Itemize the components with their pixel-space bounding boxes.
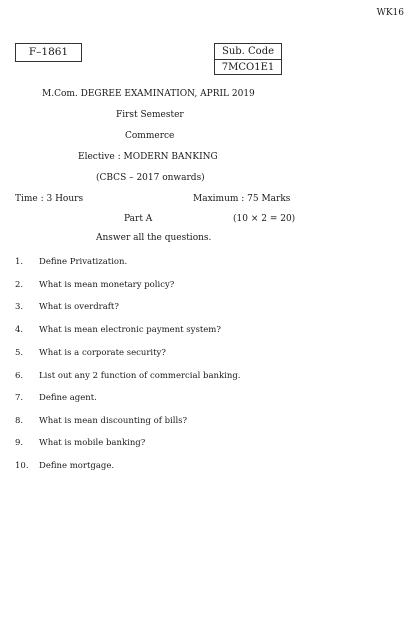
sub-code-box	[214, 43, 282, 75]
question-text: What is mean discounting of bills?	[39, 416, 188, 426]
exam-title: M.Com. DEGREE EXAMINATION, APRIL 2019	[42, 89, 255, 99]
question-number: 8.	[15, 416, 24, 426]
question-text: Define Privatization.	[39, 257, 128, 267]
question-text: Define mortgage.	[39, 461, 115, 471]
time-allowed: Time : 3 Hours	[15, 194, 84, 204]
part-marks: (10 × 2 = 20)	[233, 214, 296, 224]
question-text: What is overdraft?	[39, 302, 119, 312]
question-text: What is mean electronic payment system?	[39, 325, 221, 335]
instruction: Answer all the questions.	[96, 233, 212, 243]
question-number: 2.	[15, 280, 24, 290]
question-text: Define agent.	[39, 393, 97, 403]
paper-code: F–1861	[28, 46, 69, 58]
question-number: 5.	[15, 348, 24, 358]
paper-code-box	[15, 43, 82, 62]
max-marks: Maximum : 75 Marks	[193, 194, 291, 204]
sub-code-value: 7MCO1E1	[215, 59, 281, 75]
semester: First Semester	[116, 110, 184, 120]
question-text: What is mobile banking?	[39, 438, 146, 448]
question-text: What is mean monetary policy?	[39, 280, 175, 290]
question-number: 3.	[15, 302, 24, 312]
question-number: 9.	[15, 438, 24, 448]
question-number: 10.	[15, 461, 29, 471]
scheme: (CBCS – 2017 onwards)	[96, 173, 205, 183]
elective: Elective : MODERN BANKING	[78, 152, 218, 162]
question-text: List out any 2 function of commercial banking.	[39, 371, 241, 381]
question-number: 6.	[15, 371, 24, 381]
question-number: 1.	[15, 257, 24, 267]
question-number: 4.	[15, 325, 24, 335]
corner-code: WK16	[376, 8, 404, 18]
question-number: 7.	[15, 393, 24, 403]
subject: Commerce	[125, 131, 175, 141]
sub-code-label: Sub. Code	[221, 46, 275, 57]
part-title: Part A	[124, 214, 153, 224]
question-text: What is a corporate security?	[39, 348, 166, 358]
